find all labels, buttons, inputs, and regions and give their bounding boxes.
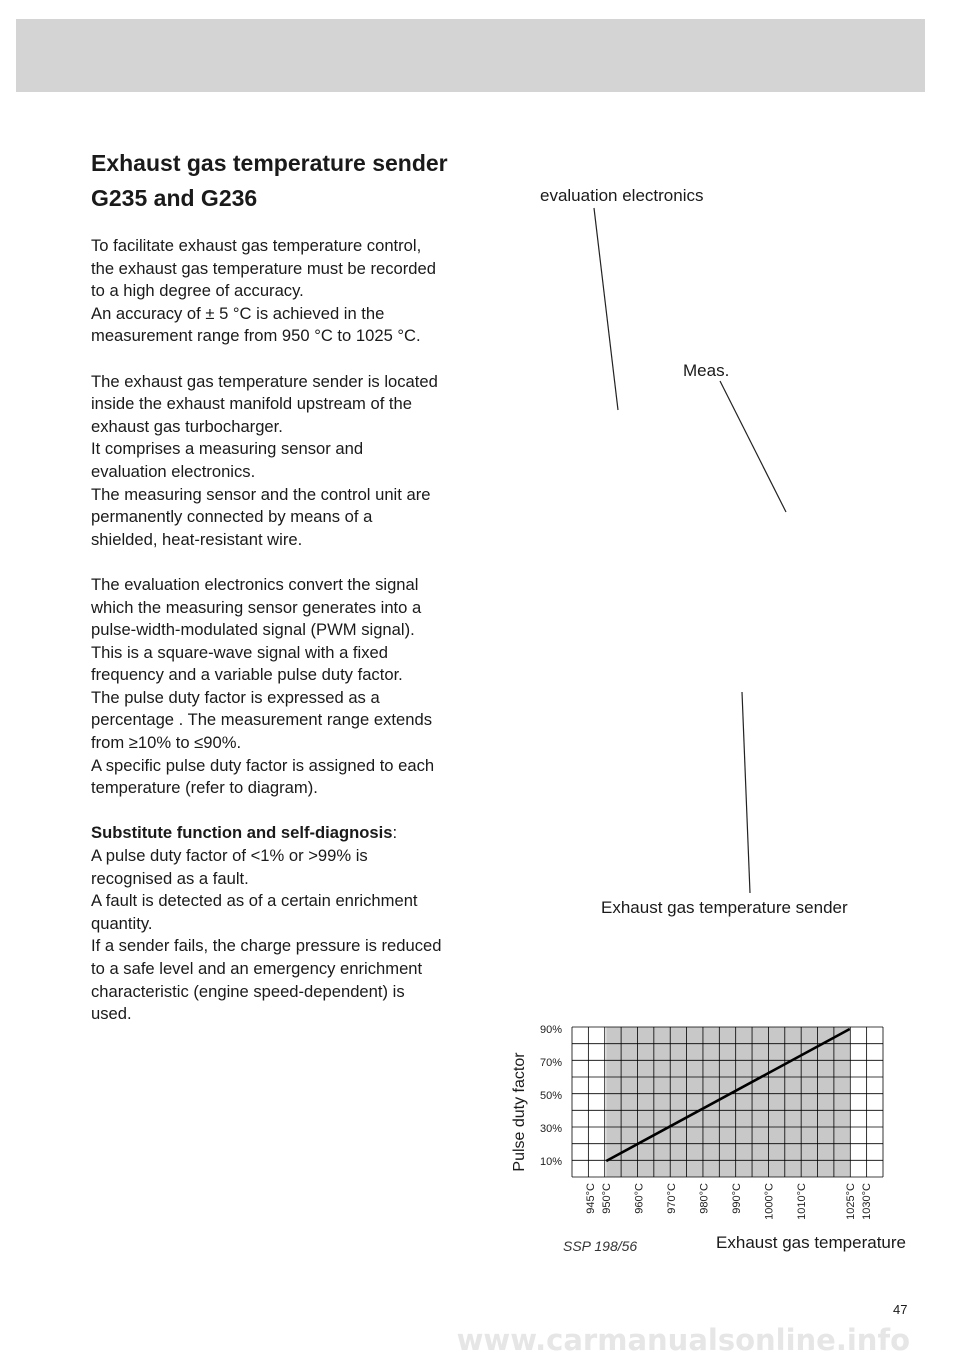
- page-number: 47: [893, 1302, 908, 1317]
- text-line: An accuracy of ± 5 °C is achieved in the: [91, 303, 385, 323]
- x-tick-label: 1025°C: [844, 1183, 857, 1220]
- text-line: permanently connected by means of a: [91, 507, 373, 527]
- x-tick-label: 960°C: [633, 1183, 646, 1214]
- text-line: recognised as a fault.: [91, 868, 249, 888]
- text-line: The exhaust gas temperature sender is located: [91, 371, 438, 391]
- y-tick-label: 70%: [539, 1057, 562, 1069]
- text-line: measurement range from 950 °C to 1025 °C.: [91, 326, 421, 346]
- text-line: quantity.: [91, 913, 153, 933]
- text-line: frequency and a variable pulse duty factor.: [91, 665, 403, 685]
- text-line: temperature (refer to diagram).: [91, 778, 318, 798]
- text-line: pulse-width-modulated signal (PWM signal).: [91, 620, 415, 640]
- text-line: shielded, heat-resistant wire.: [91, 529, 303, 549]
- text-line: characteristic (engine speed-dependent) is: [91, 981, 405, 1001]
- substitute-heading-colon: :: [392, 823, 398, 843]
- text-line: to a high degree of accuracy.: [91, 281, 304, 301]
- text-line: used.: [91, 1004, 132, 1024]
- y-axis-label: Pulse duty factor: [511, 1052, 528, 1172]
- text-line: A fault is detected as of a certain enrichment: [91, 891, 418, 911]
- x-axis-label: Exhaust gas temperature: [716, 1233, 906, 1252]
- text-line: The measuring sensor and the control unit are: [91, 484, 431, 504]
- text-line: It comprises a measuring sensor and: [91, 439, 364, 459]
- text-line: percentage . The measurement range extends: [91, 710, 432, 730]
- text-line: To facilitate exhaust gas temperature control,: [91, 236, 422, 255]
- x-tick-label: 1010°C: [796, 1183, 809, 1220]
- substitute-heading: Substitute function and self-diagnosis: [91, 823, 393, 843]
- y-tick-label: 90%: [539, 1024, 562, 1036]
- x-tick-label: 990°C: [731, 1183, 744, 1214]
- text-line: which the measuring sensor generates into a: [91, 597, 422, 617]
- title-line-1: Exhaust gas temperature sender: [91, 150, 448, 176]
- text-line: The evaluation electronics convert the signal: [91, 574, 419, 594]
- chart-caption: SSP 198/56: [563, 1238, 638, 1254]
- y-tick-label: 30%: [539, 1123, 562, 1135]
- text-line: evaluation electronics.: [91, 461, 256, 481]
- x-tick-label: 1030°C: [861, 1183, 873, 1220]
- y-tick-label: 50%: [539, 1090, 562, 1102]
- text-line: to a safe level and an emergency enrichment: [91, 959, 423, 978]
- x-tick-label: 980°C: [698, 1183, 711, 1214]
- title-line-2: G235 and G236: [91, 185, 258, 211]
- label-meas: Meas.: [683, 361, 730, 380]
- y-tick-label: 10%: [539, 1156, 562, 1168]
- text-line: If a sender fails, the charge pressure is reduced: [91, 936, 442, 956]
- text-line: This is a square-wave signal with a fixed: [91, 642, 388, 662]
- text-line: A pulse duty factor of <1% or >99% is: [91, 846, 368, 866]
- x-tick-label: 1000°C: [763, 1183, 776, 1220]
- text-line: A specific pulse duty factor is assigned to each: [91, 755, 435, 775]
- x-tick-label: 945°C: [585, 1183, 597, 1214]
- text-line: exhaust gas turbocharger.: [91, 416, 283, 436]
- text-line: inside the exhaust manifold upstream of the: [91, 394, 413, 414]
- watermark: www.carmanualsonline.info: [456, 1323, 910, 1357]
- text-line: from ≥10% to ≤90%.: [91, 733, 242, 753]
- x-tick-label: 950°C: [601, 1183, 614, 1214]
- text-line: the exhaust gas temperature must be recorded: [91, 258, 436, 278]
- text-line: The pulse duty factor is expressed as a: [91, 687, 380, 707]
- label-evaluation-electronics: evaluation electronics: [540, 186, 704, 205]
- x-tick-label: 970°C: [666, 1183, 679, 1214]
- label-exhaust-gas-temperature-sender: Exhaust gas temperature sender: [601, 898, 848, 917]
